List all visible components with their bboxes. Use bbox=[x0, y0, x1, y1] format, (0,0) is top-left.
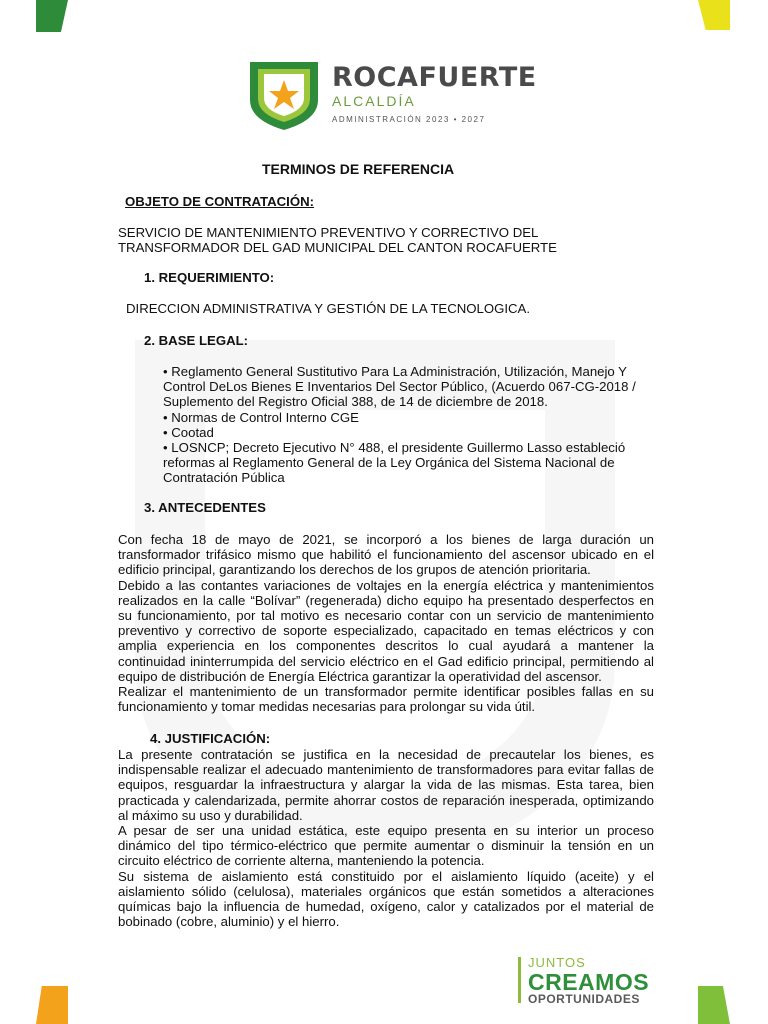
objeto-text: SERVICIO DE MANTENIMIENTO PREVENTIVO Y CORRECTIVO DEL TRANSFORMADOR DEL GAD MUNICIPAL DEL CANTON ROCAFUERTE bbox=[118, 225, 557, 256]
logo-administration: ADMINISTRACIÓN 2023 • 2027 bbox=[332, 115, 486, 124]
logo-subtitle: ALCALDÍA bbox=[332, 93, 416, 109]
paragraph: La presente contratación se justifica en la necesidad de precautelar los bienes, es indispensable realizar el adecuado mantenimiento de transformadores para evitar fallas de equipos, resguardar la infraestructura y alargar la vida de las mismas. Esta tarea, bien practicada y calendarizada, permite ahorrar costos de reparación inesperada, optimizando al máximo su uso y durabilidad. bbox=[118, 747, 654, 823]
objeto-heading: OBJETO DE CONTRATACIÓN: bbox=[125, 194, 315, 209]
base-legal-list bbox=[163, 364, 653, 486]
paragraph: Con fecha 18 de mayo de 2021, se incorporó a los bienes de larga duración un transformador trifásico mismo que habilitó el funcionamiento del ascensor ubicado en el edificio principal, garantizando los derechos de los grupos de atención prioritaria. bbox=[118, 532, 654, 578]
base-legal-heading: 2. BASE LEGAL: bbox=[144, 333, 249, 348]
corner-decoration-bottom-right bbox=[698, 986, 730, 1024]
antecedentes-heading: 3. ANTECEDENTES bbox=[144, 500, 266, 515]
document-title: TERMINOS DE REFERENCIA bbox=[262, 161, 455, 177]
requerimiento-heading: 1. REQUERIMIENTO: bbox=[144, 270, 275, 285]
list-item: • LOSNCP; Decreto Ejecutivo N° 488, el presidente Guillermo Lasso estableció reformas al Reglamento General de la Ley Orgánica del Sistema Nacional de Contratación Pública bbox=[163, 440, 626, 486]
paragraph: Realizar el mantenimiento de un transformador permite identificar posibles fallas en su funcionamiento y tomar medidas necesarias para prolongar su vida útil. bbox=[118, 684, 654, 715]
shield-star-icon bbox=[246, 58, 322, 132]
slogan-line-3: OPORTUNIDADES bbox=[528, 992, 640, 1006]
list-item: • Reglamento General Sustitutivo Para La Administración, Utilización, Manejo Y Control DeLos Bienes E Inventarios Del Sector Público, (Acuerdo 067-CG-2018 / Suplemento del Registro Oficial 388, de 14 de diciembre de 2018. bbox=[163, 364, 636, 410]
corner-decoration-top-right bbox=[698, 0, 730, 30]
antecedentes-body bbox=[118, 532, 654, 714]
list-item: • Normas de Control Interno CGE bbox=[163, 409, 359, 425]
paragraph: Debido a las contantes variaciones de voltajes en la energía eléctrica y mantenimientos realizados en la calle “Bolívar” (regenerada) dicho equipo ha presentado desperfectos en su funcionamiento, por tal motivo es necesario contar con un servicio de mantenimiento preventivo y correctivo de soporte especializado, capacitado en temas eléctricos y con amplia experiencia en los componentes descritos lo cual ayudará a mantener la continuidad ininterrumpida del servicio eléctrico en el Gad edificio principal, permitiendo al equipo de distribución de Energía Eléctrica garantizar la operatividad del ascensor. bbox=[118, 577, 654, 684]
slogan-line-2: CREAMOS bbox=[528, 969, 650, 995]
slogan-line-1: JUNTOS bbox=[528, 955, 586, 970]
logo-name: ROCAFUERTE bbox=[332, 62, 537, 93]
justificacion-heading: 4. JUSTIFICACIÓN: bbox=[150, 731, 271, 746]
paragraph: A pesar de ser una unidad estática, este equipo presenta en su interior un proceso dinámico del tipo térmico-eléctrico que permite aumentar o disminuir la tensión en un circuito eléctrico de corriente alterna, manteniendo la potencia. bbox=[118, 823, 654, 869]
justificacion-body bbox=[118, 747, 654, 929]
list-item: • Cootad bbox=[163, 424, 214, 440]
requerimiento-text: DIRECCION ADMINISTRATIVA Y GESTIÓN DE LA TECNOLOGICA. bbox=[126, 301, 531, 316]
slogan-bar bbox=[518, 957, 521, 1003]
footer-slogan-logo bbox=[518, 955, 678, 1007]
paragraph: Su sistema de aislamiento está constituido por el aislamiento líquido (aceite) y el aislamiento sólido (celulosa), materiales orgánicos que están sometidos a alteraciones químicas bajo la influencia de humedad, oxígeno, calor y catalizados por el material de bobinado (cobre, aluminio) y el hierro. bbox=[118, 868, 654, 930]
municipality-logo bbox=[246, 58, 537, 132]
corner-decoration-top-left bbox=[36, 0, 68, 32]
corner-decoration-bottom-left bbox=[36, 986, 68, 1024]
